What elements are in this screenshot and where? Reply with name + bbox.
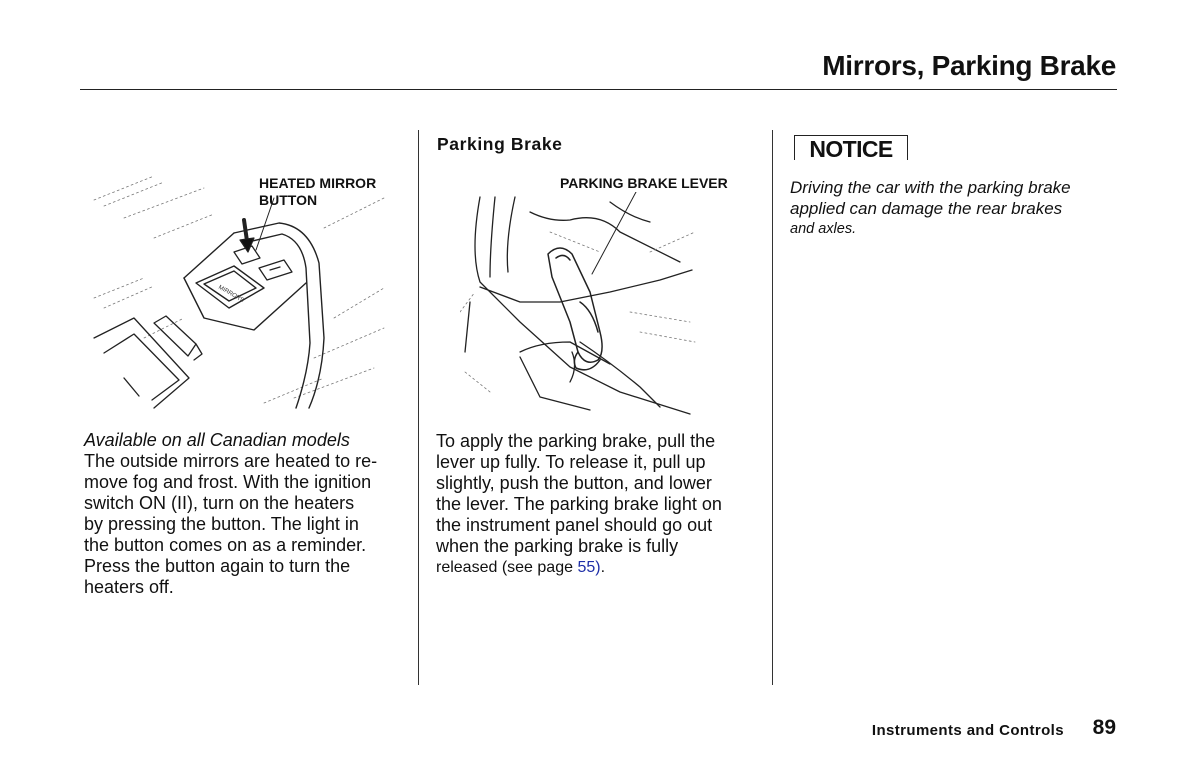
- heated-mirror-button: [234, 246, 292, 280]
- middle-body-line-4: the lever. The parking brake light on: [436, 494, 722, 514]
- released-text: released (see page: [436, 559, 578, 576]
- footer-section-title: Instruments and Controls: [871, 722, 1064, 739]
- notice-label: NOTICE: [809, 136, 893, 162]
- middle-body-line-2: lever up fully. To release it, pull up: [436, 452, 706, 472]
- availability-caption: Available on all Canadian models: [84, 430, 350, 450]
- middle-body-line-1: To apply the parking brake, pull the: [436, 431, 716, 451]
- left-body-line-6: Press the button again to turn the: [84, 556, 351, 576]
- middle-body-line-5: the instrument panel should go out: [436, 515, 713, 535]
- door-armrest: [184, 223, 324, 408]
- notice-line-3: and axles.: [790, 221, 857, 237]
- page-55-link[interactable]: 55): [577, 559, 601, 576]
- mirrors-switch-text: MIRRORS: [217, 284, 245, 305]
- column-divider-right: [772, 130, 773, 685]
- period-text: .: [600, 559, 606, 576]
- left-body-line-5: the button comes on as a reminder.: [84, 535, 367, 555]
- middle-body-line-3: slightly, push the button, and lower: [436, 473, 712, 493]
- left-body-line-1: The outside mirrors are heated to re-: [84, 451, 378, 471]
- parking-brake-lever-callout: PARKING BRAKE LEVER: [560, 175, 728, 191]
- parking-brake-heading: Parking Brake: [437, 134, 563, 154]
- left-body-line-7: heaters off.: [84, 577, 174, 597]
- page-title: Mirrors, Parking Brake: [822, 50, 1116, 81]
- title-rule: [80, 89, 1117, 90]
- middle-body-line-6: when the parking brake is fully: [436, 536, 679, 556]
- notice-text: [790, 177, 1120, 240]
- center-console: [465, 197, 692, 414]
- mirror-control-switch: [196, 266, 264, 308]
- door-pull-handle: [94, 316, 202, 408]
- left-body-line-3: switch ON (II), turn on the heaters: [84, 493, 355, 513]
- left-body-line-4: by pressing the button. The light in: [84, 514, 359, 534]
- notice-line-2: applied can damage the rear brakes: [790, 199, 1063, 218]
- page-number: 89: [1092, 716, 1116, 739]
- callout-line-2: BUTTON: [259, 192, 318, 208]
- parking-brake-illustration: [460, 192, 700, 417]
- left-body-line-2: move fog and frost. With the ignition: [84, 472, 372, 492]
- middle-body-last-line: [436, 557, 766, 578]
- notice-line-1: Driving the car with the parking brake: [790, 178, 1071, 197]
- notice-label-box: [794, 135, 908, 160]
- callout-line-1: HEATED MIRROR: [259, 175, 377, 191]
- middle-body: [436, 431, 766, 578]
- heated-mirror-button-illustration: [84, 168, 414, 418]
- column-divider-left: [418, 130, 419, 685]
- left-body: [84, 430, 414, 598]
